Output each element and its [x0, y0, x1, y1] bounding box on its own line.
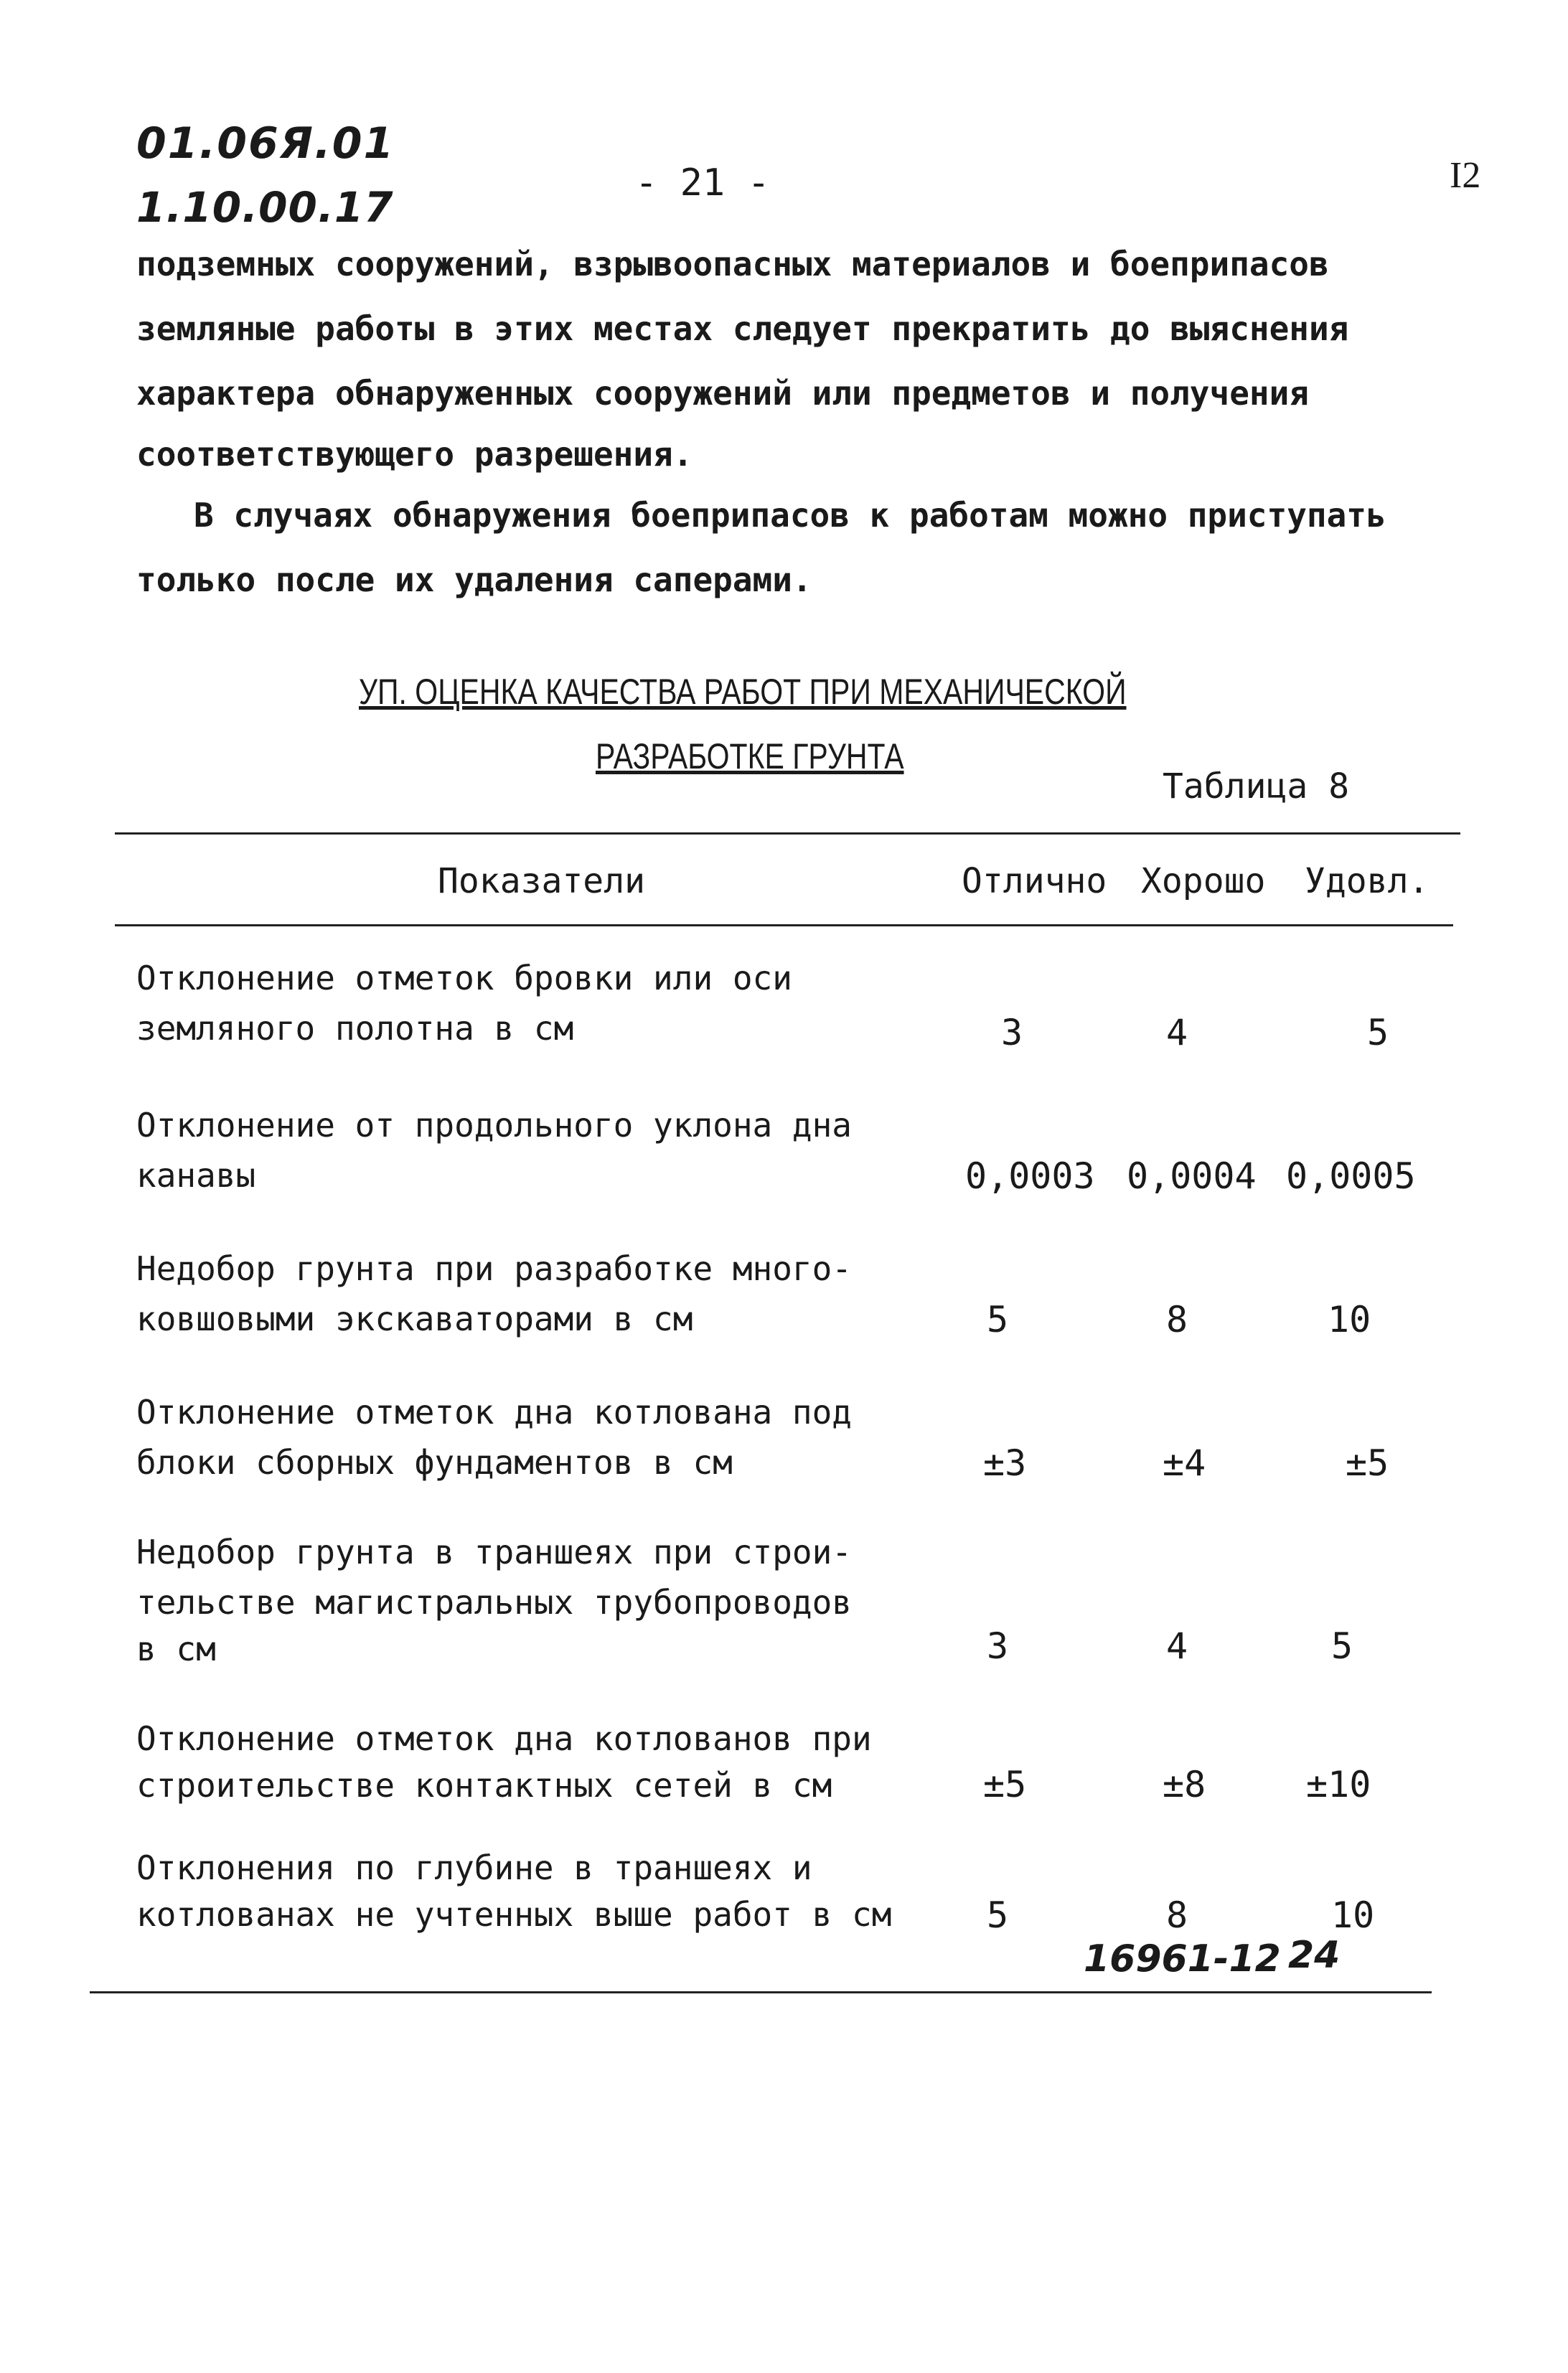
table-row7-satisfactory: 10 [1331, 1894, 1375, 1936]
table-row7-good: 8 [1166, 1894, 1188, 1936]
table-row3-good: 8 [1166, 1299, 1188, 1340]
table-row4-satisfactory: ±5 [1346, 1442, 1389, 1484]
table-row3-satisfactory: 10 [1328, 1299, 1371, 1340]
table-row2-excellent: 0,0003 [965, 1155, 1095, 1197]
section-title-line2: РАЗРАБОТКЕ ГРУНТА [596, 736, 904, 776]
stamp-code: 16961-12 [1084, 1937, 1281, 1980]
table-header-satisfactory: Удовл. [1305, 861, 1429, 901]
table-row6-satisfactory: ±10 [1306, 1764, 1371, 1805]
table-header-indicators: Показатели [438, 861, 645, 901]
table-row7-label-line1: Отклонения по глубине в траншеях и [136, 1848, 812, 1887]
table-row1-excellent: 3 [1001, 1012, 1023, 1053]
table-row5-label-line1: Недобор грунта в траншеях при строи- [136, 1533, 852, 1571]
table-row4-good: ±4 [1163, 1442, 1206, 1484]
table-row2-label-line2: канавы [136, 1156, 256, 1195]
table-row5-label-line2: тельстве магистральных трубопроводов [136, 1583, 852, 1622]
table-row5-good: 4 [1166, 1625, 1188, 1667]
page-number: - 21 - [635, 161, 770, 205]
table-header-rule [115, 924, 1453, 926]
paragraph1-line4: соответствующего разрешения. [136, 435, 693, 474]
sheet-number: I2 [1450, 155, 1481, 196]
paragraph2-line1: В случаях обнаружения боеприпасов к работам можно приступать [194, 496, 1386, 535]
document-code-line2: 1.10.00.17 [136, 183, 394, 232]
document-code-line1: 01.06Я.01 [136, 118, 395, 169]
table-row2-good: 0,0004 [1127, 1155, 1257, 1197]
table-bottom-rule [90, 1991, 1432, 1993]
paragraph1-line1: подземных сооружений, взрывоопасных материалов и боеприпасов [136, 245, 1329, 283]
table-header-excellent: Отлично [962, 861, 1107, 901]
table-row4-label-line2: блоки сборных фундаментов в см [136, 1443, 733, 1482]
table-row1-label-line2: земляного полотна в см [136, 1009, 574, 1048]
table-row6-label-line1: Отклонение отметок дна котлованов при [136, 1719, 872, 1758]
section-title-line1: УП. ОЦЕНКА КАЧЕСТВА РАБОТ ПРИ МЕХАНИЧЕСКОЙ [359, 672, 1127, 712]
table-row3-excellent: 5 [987, 1299, 1009, 1340]
stamp-page: 24 [1288, 1934, 1341, 1977]
table-row3-label-line1: Недобор грунта при разработке много- [136, 1249, 852, 1288]
table-row5-label-line3: в см [136, 1630, 216, 1668]
table-row6-excellent: ±5 [983, 1764, 1027, 1805]
table-caption: Таблица 8 [1163, 766, 1350, 807]
table-row3-label-line2: ковшовыми экскаваторами в см [136, 1300, 693, 1338]
table-row1-good: 4 [1166, 1012, 1188, 1053]
table-row7-excellent: 5 [987, 1894, 1009, 1936]
table-row2-satisfactory: 0,0005 [1286, 1155, 1416, 1197]
table-row4-label-line1: Отклонение отметок дна котлована под [136, 1393, 852, 1432]
table-row1-satisfactory: 5 [1367, 1012, 1389, 1053]
paragraph2-line2: только после их удаления саперами. [136, 560, 812, 599]
table-row7-label-line2: котлованах не учтенных выше работ в см [136, 1895, 892, 1934]
table-row2-label-line1: Отклонение от продольного уклона дна [136, 1106, 852, 1145]
table-row5-satisfactory: 5 [1331, 1625, 1353, 1667]
table-row6-good: ±8 [1163, 1764, 1206, 1805]
table-row1-label-line1: Отклонение отметок бровки или оси [136, 959, 792, 997]
table-top-rule [115, 832, 1460, 835]
table-row5-excellent: 3 [987, 1625, 1009, 1667]
table-header-good: Хорошо [1141, 861, 1266, 901]
paragraph1-line2: земляные работы в этих местах следует прекратить до выяснения [136, 309, 1349, 348]
table-row4-excellent: ±3 [983, 1442, 1027, 1484]
paragraph1-line3: характера обнаруженных сооружений или предметов и получения [136, 374, 1309, 413]
table-row6-label-line2: строительстве контактных сетей в см [136, 1766, 832, 1805]
